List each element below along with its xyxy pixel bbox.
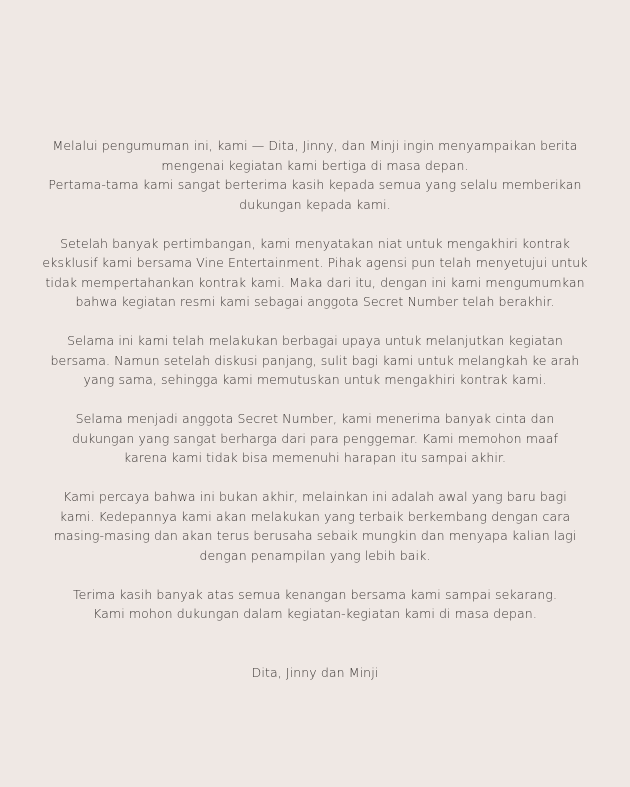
announcement-letter bbox=[40, 136, 590, 702]
text-line: Setelah banyak pertimbangan, kami menyatakan niat untuk mengakhiri kontrak bbox=[60, 235, 570, 251]
text-line: dengan penampilan yang lebih baik. bbox=[199, 547, 431, 563]
paragraph-thanks bbox=[40, 585, 590, 624]
text-line: Melalui pengumuman ini, kami — Dita, Jinny, dan Minji ingin menyampaikan berita bbox=[52, 138, 578, 153]
text-line: Terima kasih banyak atas semua kenangan bersama kami sampai sekarang. bbox=[72, 586, 558, 602]
text-line: Pertama-tama kami sangat berterima kasih kepada semua yang selalu memberikan bbox=[48, 177, 582, 192]
text-line: eksklusif kami bersama Vine Entertainment. Pihak agensi pun telah menyetujui untuk bbox=[42, 255, 588, 270]
text-line: Kami percaya bahwa ini bukan akhir, melainkan ini adalah awal yang baru bagi bbox=[63, 489, 567, 504]
paragraph-contract bbox=[40, 234, 590, 312]
text-line: tidak mempertahankan kontrak kami. Maka dari itu, dengan ini kami mengumumkan bbox=[45, 274, 585, 290]
text-line: Selama ini kami telah melakukan berbagai upaya untuk melanjutkan kegiatan bbox=[67, 333, 563, 348]
text-line: dukungan yang sangat berharga dari para penggemar. Kami memohon maaf bbox=[71, 430, 559, 446]
text-line: Selama menjadi anggota Secret Number, kami menerima banyak cinta dan bbox=[75, 411, 555, 426]
text-line: bersama. Namun setelah diskusi panjang, sulit bagi kami untuk melangkah ke arah bbox=[50, 352, 580, 368]
text-line: dukungan kepada kami. bbox=[239, 196, 391, 212]
text-line: yang sama, sehingga kami memutuskan untuk mengakhiri kontrak kami. bbox=[83, 372, 547, 387]
signature bbox=[40, 663, 590, 683]
paragraph-intro bbox=[40, 136, 590, 214]
signature-text: Dita, Jinny dan Minji bbox=[251, 664, 379, 680]
text-line: masing-masing dan akan terus berusaha sebaik mungkin dan menyapa kalian lagi bbox=[53, 528, 577, 543]
paragraph-efforts bbox=[40, 331, 590, 390]
paragraph-fans bbox=[40, 409, 590, 468]
text-line: kami. Kedepannya kami akan melakukan yang terbaik berkembang dengan cara bbox=[59, 508, 571, 524]
text-line: Kami mohon dukungan dalam kegiatan-kegiatan kami di masa depan. bbox=[93, 606, 537, 621]
text-line: karena kami tidak bisa memenuhi harapan itu sampai akhir. bbox=[123, 450, 507, 465]
paragraph-future bbox=[40, 487, 590, 565]
text-line: bahwa kegiatan resmi kami sebagai anggota Secret Number telah berakhir. bbox=[75, 294, 555, 309]
text-line: mengenai kegiatan kami bertiga di masa depan. bbox=[161, 157, 469, 173]
